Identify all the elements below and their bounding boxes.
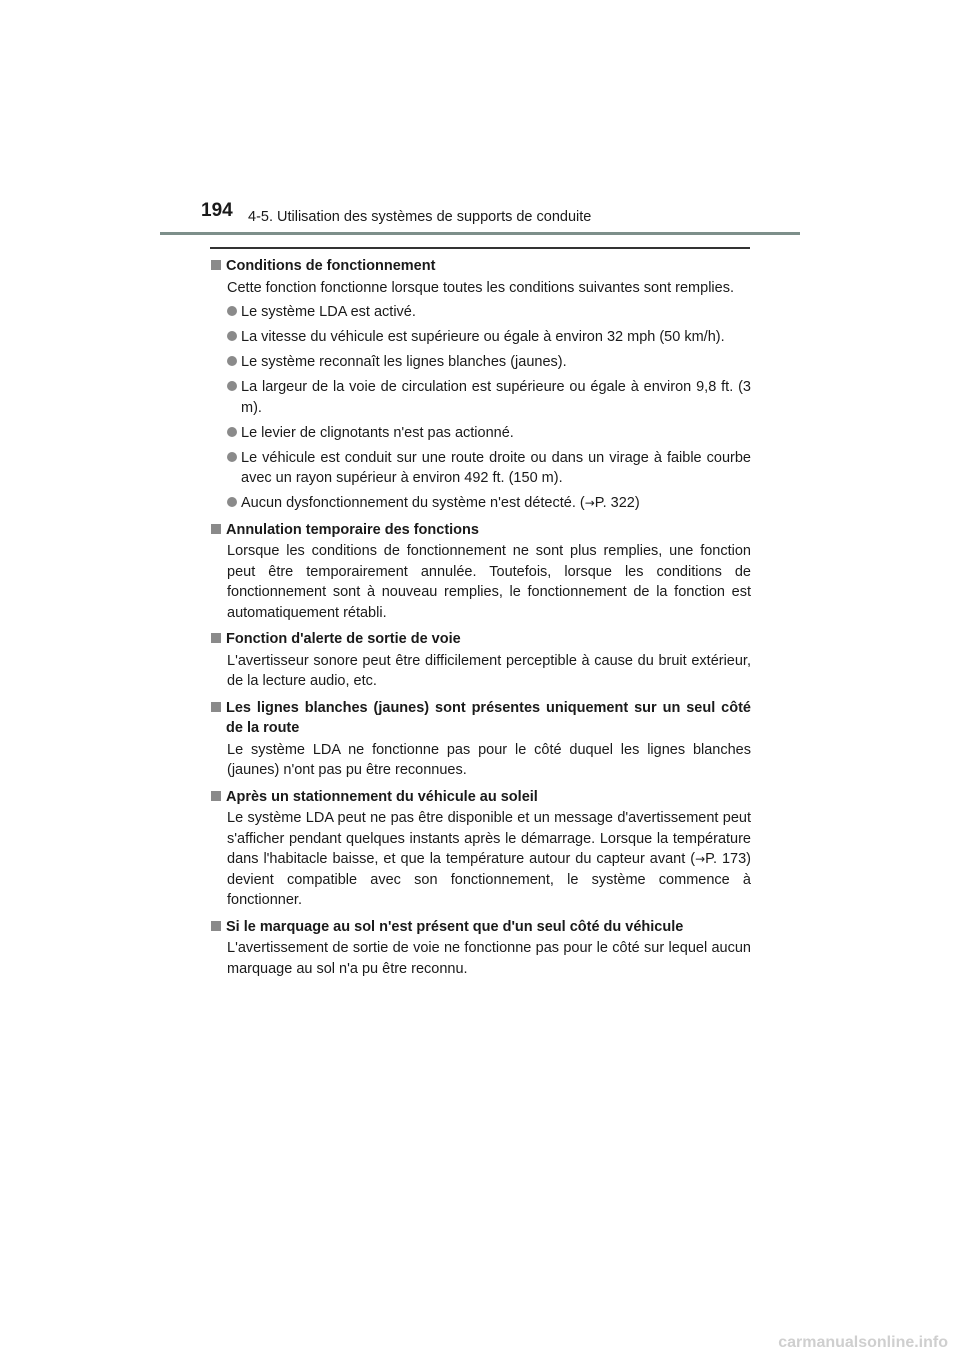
list-item-text: Le système LDA est activé. xyxy=(241,304,416,320)
chapter-title: 4-5. Utilisation des systèmes de supports de conduite xyxy=(248,209,592,225)
heading-text: Annulation temporaire des fonctions xyxy=(226,521,479,538)
heading-text: Fonction d'alerte de sortie de voie xyxy=(226,631,461,647)
square-marker-icon xyxy=(211,702,221,712)
list-item-text: Le système reconnaît les lignes blanches (jaunes). xyxy=(241,354,567,370)
list-item-text: La vitesse du véhicule est supérieure ou égale à environ 32 mph (50 km/h). xyxy=(241,329,725,345)
section-body: Le système LDA ne fonctionne pas pour le côté duquel les lignes blanches (jaunes) n'ont pas pu être reconnues. xyxy=(227,741,751,778)
bullet-dot-icon xyxy=(227,452,237,462)
section-after-parking-sun xyxy=(211,787,751,911)
list-item xyxy=(227,327,751,348)
list-item xyxy=(227,377,751,418)
square-marker-icon xyxy=(211,260,221,270)
square-marker-icon xyxy=(211,921,221,931)
list-item xyxy=(227,352,751,373)
bullet-dot-icon xyxy=(227,306,237,316)
body-text-suffix: P. 173) devient compatible avec son fonctionnement, le système commence à fonctionner. xyxy=(227,851,751,908)
right-arrow-icon: → xyxy=(695,852,706,866)
list-item-text: La largeur de la voie de circulation est supérieure ou égale à environ 9,8 ft. (3 m). xyxy=(241,379,751,416)
section-operating-conditions xyxy=(211,256,751,514)
section-heading xyxy=(211,256,751,277)
page-content xyxy=(211,256,751,985)
square-marker-icon xyxy=(211,791,221,801)
heading-text: Si le marquage au sol n'est présent que d'un seul côté du véhicule xyxy=(226,918,684,935)
section-rule xyxy=(210,247,750,249)
section-heading xyxy=(211,520,751,541)
section-heading xyxy=(211,629,751,650)
heading-text: Après un stationnement du véhicule au soleil xyxy=(226,788,538,805)
list-item xyxy=(227,493,751,514)
list-item xyxy=(227,423,751,444)
bullet-dot-icon xyxy=(227,381,237,391)
section-one-side-marking xyxy=(211,917,751,980)
section-body: Lorsque les conditions de fonctionnement ne sont plus remplies, une fonction peut être temporairement annulée. Toutefois, lorsque les conditions de fonctionnement sont à nouveau remplies, le fonctionnement de la fonction est automatiquement rétabli. xyxy=(227,543,751,621)
section-one-side-lines xyxy=(211,698,751,781)
bullet-dot-icon xyxy=(227,356,237,366)
list-item-text-prefix: Aucun dysfonctionnement du système n'est détecté. ( xyxy=(241,495,585,511)
condition-list xyxy=(227,302,751,514)
section-body: L'avertissement de sortie de voie ne fonctionne pas pour le côté sur lequel aucun marquage au sol n'a pu être reconnu. xyxy=(227,940,751,977)
body-text-prefix: Le système LDA peut ne pas être disponible et un message d'avertissement peut s'afficher pendant quelques instants après le démarrage. Lorsque la température dans l'habitacle baisse, et que la température autour du capteur avant ( xyxy=(227,810,751,867)
page-number: 194 xyxy=(201,200,233,221)
list-item-text: Le véhicule est conduit sur une route droite ou dans un virage à faible courbe avec un rayon supérieur à environ 492 ft. (150 m). xyxy=(241,449,751,486)
section-heading xyxy=(211,698,751,739)
bullet-dot-icon xyxy=(227,331,237,341)
list-item xyxy=(227,448,751,489)
heading-text: Les lignes blanches (jaunes) sont présentes uniquement sur un seul côté de la route xyxy=(226,699,751,736)
section-temporary-cancellation xyxy=(211,520,751,624)
bullet-dot-icon xyxy=(227,497,237,507)
bullet-dot-icon xyxy=(227,427,237,437)
watermark: carmanualsonline.info xyxy=(778,1334,948,1351)
header-rule xyxy=(160,232,800,235)
section-intro: Cette fonction fonctionne lorsque toutes les conditions suivantes sont remplies. xyxy=(227,279,734,296)
list-item-text: Le levier de clignotants n'est pas actionné. xyxy=(241,424,514,441)
square-marker-icon xyxy=(211,633,221,643)
right-arrow-icon: → xyxy=(584,496,595,510)
list-item-text xyxy=(241,493,751,514)
square-marker-icon xyxy=(211,524,221,534)
heading-text: Conditions de fonctionnement xyxy=(226,258,436,274)
section-heading xyxy=(211,787,751,808)
page-reference: P. 322) xyxy=(594,495,640,511)
list-item xyxy=(227,302,751,323)
section-body: L'avertisseur sonore peut être difficilement perceptible à cause du bruit extérieur, de la lecture audio, etc. xyxy=(227,652,751,689)
section-body xyxy=(227,808,751,911)
section-heading xyxy=(211,917,751,938)
section-lane-departure-alert xyxy=(211,629,751,692)
